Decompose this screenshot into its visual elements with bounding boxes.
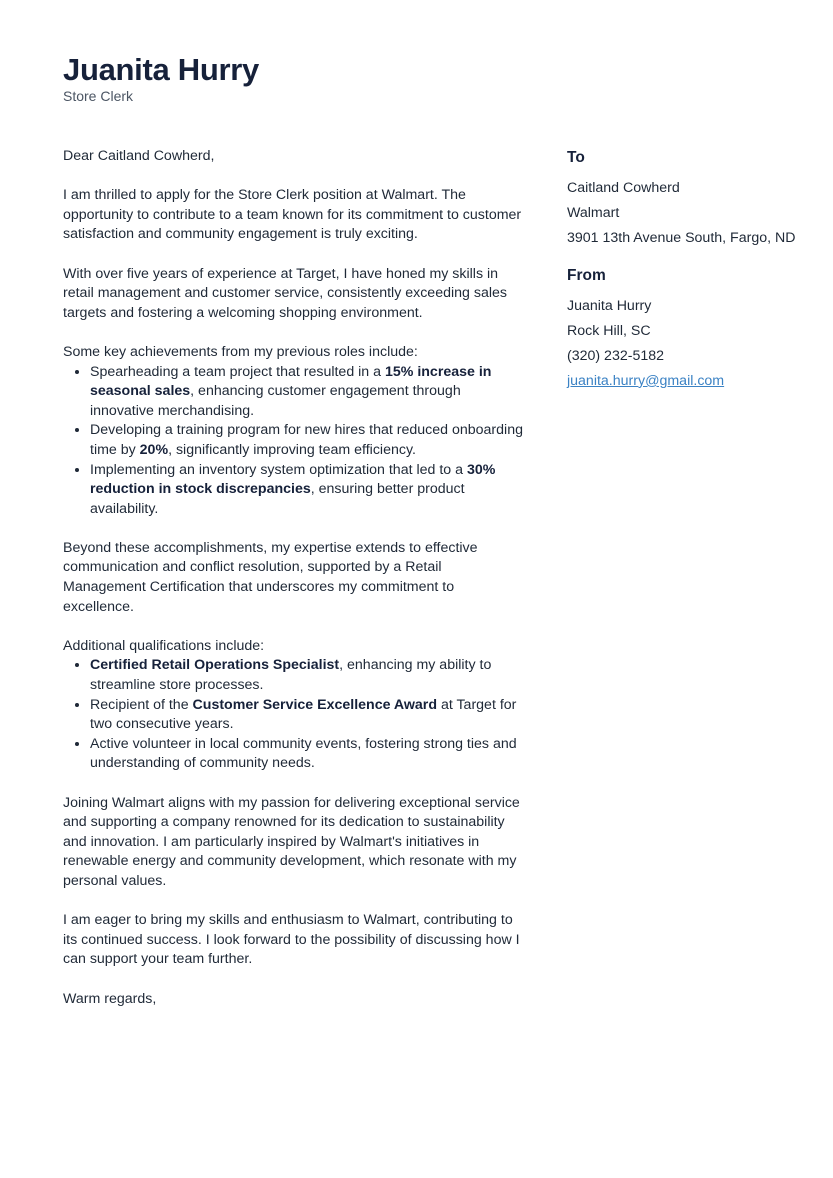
item-text: , ensuring better product availability.: [90, 481, 465, 517]
list-item: [90, 421, 528, 460]
sender-email-link[interactable]: juanita.hurry@gmail.com: [567, 372, 725, 389]
sender-name: Juanita Hurry: [567, 298, 652, 315]
sender-block: [567, 266, 807, 393]
paragraph-closing: I am eager to bring my skills and enthusiasm to Walmart, contributing to its continued success. I look forward to the possibility of discussing how I can support your team further.: [63, 912, 520, 968]
letter-body: [63, 147, 528, 1029]
from-heading: From: [567, 267, 606, 285]
item-text: Implementing an inventory system optimization that led to a: [90, 461, 467, 478]
salutation: Dear Caitland Cowherd,: [63, 148, 215, 164]
item-text: , significantly improving team efficiency.: [168, 441, 416, 458]
recipient-company: Walmart: [567, 204, 620, 221]
closing: Warm regards,: [63, 990, 157, 1007]
recipient-block: [567, 148, 807, 250]
applicant-title: Store Clerk: [63, 88, 134, 104]
sender-phone: (320) 232-5182: [567, 347, 665, 364]
paragraph-experience: With over five years of experience at Target, I have honed my skills in retail management and customer service, consistently exceeding sales targets and fostering a welcoming shopping environment.: [63, 265, 507, 321]
sidebar: [567, 148, 807, 410]
item-highlight: 20%: [139, 441, 169, 458]
item-text: Spearheading a team project that resulted in a: [90, 363, 385, 380]
item-highlight: Customer Service Excellence Award: [192, 696, 437, 713]
list-item: [90, 461, 528, 520]
list-item: [90, 656, 528, 695]
sender-location: Rock Hill, SC: [567, 323, 651, 340]
qualifications-intro: Additional qualifications include:: [63, 637, 265, 654]
item-highlight: Certified Retail Operations Specialist: [90, 657, 340, 674]
qualifications-list: [63, 656, 528, 774]
item-text: Developing a training program for new hires that reduced onboarding time by: [90, 422, 523, 458]
item-highlight: 15% increase in seasonal sales: [90, 363, 492, 400]
item-highlight: 30% reduction in stock discrepancies: [90, 461, 496, 498]
paragraph-intro: I am thrilled to apply for the Store Clerk position at Walmart. The opportunity to contribute to a team known for its commitment to customer satisfaction and community engagement is truly exciting.: [63, 187, 522, 243]
paragraph-expertise: Beyond these accomplishments, my expertise extends to effective communication and conflict resolution, supported by a Retail Management Certification that underscores my commitment to excellence.: [63, 539, 478, 615]
item-text: , enhancing customer engagement through innovative merchandising.: [90, 383, 461, 419]
applicant-name: Juanita Hurry: [63, 52, 259, 87]
item-text: at Target for two consecutive years.: [90, 696, 517, 733]
paragraph-motivation: Joining Walmart aligns with my passion for delivering exceptional service and supporting a company renowned for its dedication to sustainability and innovation. I am particularly inspired by Walmart's initiatives in renewable energy and community development, which resonate with my personal values.: [63, 794, 520, 889]
list-item: [90, 735, 528, 774]
item-text: , enhancing my ability to streamline store processes.: [90, 657, 492, 694]
achievements-list: [63, 363, 528, 520]
achievements-intro: Some key achievements from my previous roles include:: [63, 343, 418, 360]
letter-header: [63, 52, 259, 104]
item-text: Active volunteer in local community events, fostering strong ties and understanding of community needs.: [90, 735, 517, 772]
recipient-address: 3901 13th Avenue South, Fargo, ND: [567, 229, 796, 246]
to-heading: To: [567, 149, 585, 166]
list-item: [90, 363, 528, 422]
item-text: Recipient of the: [90, 696, 193, 713]
list-item: [90, 696, 528, 735]
recipient-name: Caitland Cowherd: [567, 180, 680, 196]
